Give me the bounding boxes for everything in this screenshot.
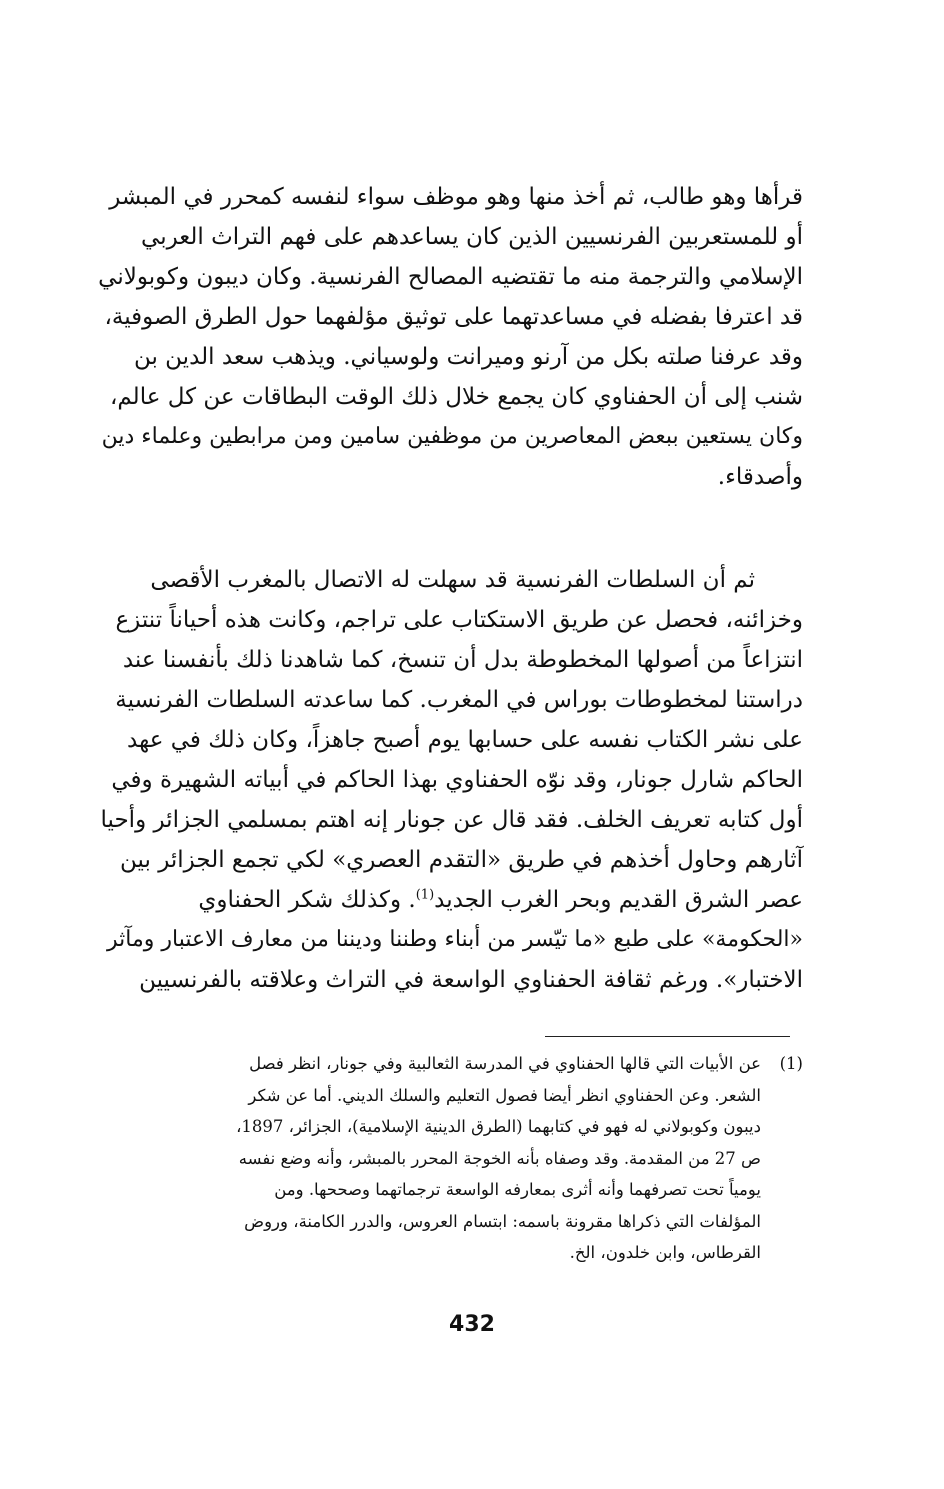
paragraph-line: وأصدقاء.: [717, 464, 803, 490]
paragraph-line: وقد عرفنا صلته بكل من آرنو وميرانت ولوسياني. ويذهب سعد الدين بن: [133, 344, 803, 370]
paragraph-line: وخزائنه، فحصل عن طريق الاستكتاب على تراجم، وكانت هذه أحياناً تنتزع: [115, 607, 803, 633]
footnote-line: عن الأبيات التي قالها الحفناوي في المدرسة الثعالبية وفي جونار، انظر فصل: [249, 1054, 761, 1073]
footnote-marker: (1): [779, 1054, 803, 1073]
paragraph-line: قد اعترفا بفضله في مساعدتهما على توثيق مؤلفهما حول الطرق الصوفية،: [104, 304, 803, 330]
paragraph-line: الحاكم شارل جونار، وقد نوّه الحفناوي بهذا الحاكم في أبياته الشهيرة وفي: [111, 767, 803, 793]
paragraph-line-with-footnote-ref: [95, 880, 803, 920]
paragraph-line: الإسلامي والترجمة منه ما تقتضيه المصالح الفرنسية. وكان ديبون وكوبولاني: [98, 264, 803, 290]
paragraph-line: انتزاعاً من أصولها المخطوطة بدل أن تنسخ، كما شاهدنا ذلك بأنفسنا عند: [122, 647, 803, 673]
footnote-reference[interactable]: (1): [415, 887, 435, 903]
paragraph-line: دراستنا لمخطوطات بوراس في المغرب. كما ساعدته السلطات الفرنسية: [115, 687, 803, 713]
paragraph-2: [95, 560, 803, 1000]
paragraph-line: على نشر الكتاب نفسه على حسابها يوم أصبح جاهزاً، وكان ذلك في عهد: [127, 727, 803, 753]
paragraph-line: شنب إلى أن الحفناوي كان يجمع خلال ذلك الوقت البطاقات عن كل عالم،: [109, 384, 803, 410]
paragraph-line: أو للمستعربين الفرنسيين الذين كان يساعدهم على فهم التراث العربي: [141, 224, 803, 250]
footnote-line: ديبون وكوبولاني له فهو في كتابهما (الطرق الدينية الإسلامية)، الجزائر، 1897،: [236, 1117, 761, 1136]
paragraph-line: «الحكومة» على طبع «ما تيّسر من أبناء وطننا وديننا من معارف الاعتبار ومآثر: [107, 927, 803, 952]
footnote-line: يومياً تحت تصرفهما وأنه أثرى بمعارفه الواسعة ترجماتهما وصححها. ومن: [274, 1180, 761, 1199]
paragraph-line: ثم أن السلطات الفرنسية قد سهلت له الاتصال بالمغرب الأقصى: [150, 567, 755, 593]
footnote-line: ص 27 من المقدمة. وقد وصفاه بأنه الخوجة المحرر بالمبشر، وأنه وضع نفسه: [238, 1148, 761, 1168]
footnote-line: القرطاس، وابن خلدون، الخ.: [569, 1243, 761, 1262]
footnote-line: الشعر. وعن الحفناوي انظر أيضا فصول التعليم والسلك الديني. أما عن شكر: [248, 1085, 761, 1105]
line-text-tail: . وكذلك شكر الحفناوي: [198, 887, 416, 913]
footnote-1: [95, 1048, 803, 1269]
page-number: 432: [449, 1312, 495, 1337]
footnote-divider: [545, 1036, 790, 1037]
paragraph-line: وكان يستعين ببعض المعاصرين من موظفين سامين ومن مرابطين وعلماء دين: [101, 424, 803, 449]
footnote-line: المؤلفات التي ذكراها مقرونة باسمه: ابتسام العروس، والدرر الكامنة، وروض: [244, 1211, 761, 1231]
paragraph-line: الاختبار». ورغم ثقافة الحفناوي الواسعة في التراث وعلاقته بالفرنسيين: [139, 967, 803, 993]
footnote-body: [95, 1048, 761, 1269]
paragraph-line: قرأها وهو طالب، ثم أخذ منها وهو موظف سواء لنفسه كمحرر في المبشر: [109, 184, 803, 210]
paragraph-line: أول كتابه تعريف الخلف. فقد قال عن جونار إنه اهتم بمسلمي الجزائر وأحيا: [100, 807, 803, 833]
line-text: عصر الشرق القديم وبحر الغرب الجديد: [434, 887, 803, 913]
paragraph-line: آثارهم وحاول أخذهم في طريق «التقدم العصري» لكي تجمع الجزائر بين: [120, 847, 803, 873]
paragraph-1: [95, 177, 803, 497]
